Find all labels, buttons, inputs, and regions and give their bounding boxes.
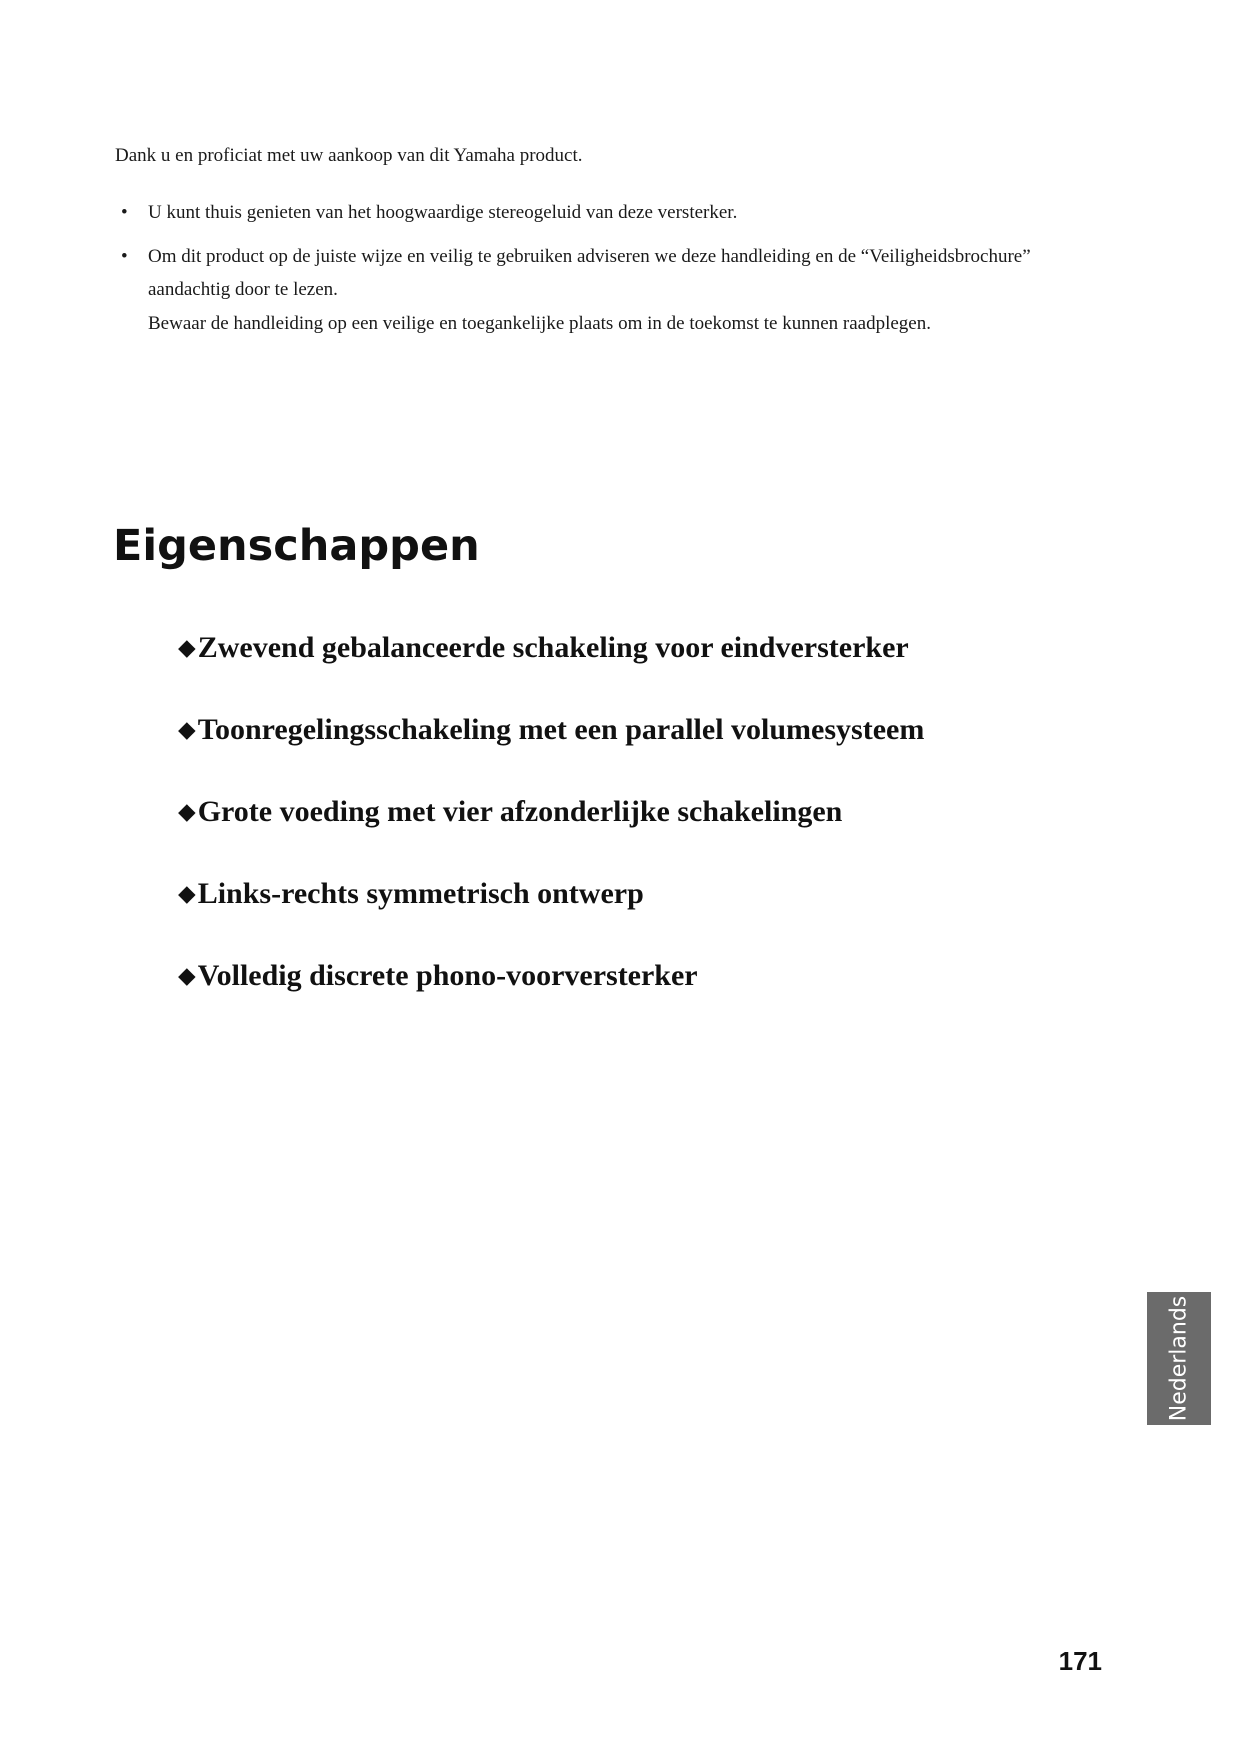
bullet-line: U kunt thuis genieten van het hoogwaardige stereogeluid van deze versterker. <box>148 202 738 223</box>
diamond-icon: ◆ <box>178 635 196 661</box>
bullet-line: Om dit product op de juiste wijze en veilig te gebruiken adviseren we deze handleiding en de “Veiligheidsbrochure” <box>148 245 1031 267</box>
bullet-line: aandachtig door te lezen. <box>148 279 338 300</box>
language-tab-label: Nederlands <box>1166 1295 1192 1422</box>
bullet-marker: • <box>121 202 128 223</box>
feature-text: Volledig discrete phono-voorversterker <box>197 959 698 992</box>
diamond-icon: ◆ <box>178 799 196 825</box>
feature-item <box>178 956 924 1038</box>
bullet-marker: • <box>121 245 128 267</box>
page-number: 171 <box>1058 1646 1102 1676</box>
feature-text: Zwevend gebalanceerde schakeling voor eindversterker <box>197 631 909 664</box>
bullet-item <box>115 196 1125 230</box>
feature-item <box>178 874 924 956</box>
language-tab <box>1147 1292 1211 1425</box>
bullet-item <box>115 240 1125 341</box>
intro-bullet-list <box>115 196 1125 350</box>
feature-item <box>178 628 924 710</box>
intro-text: Dank u en proficiat met uw aankoop van dit Yamaha product. <box>115 145 583 166</box>
diamond-icon: ◆ <box>178 963 196 989</box>
feature-item <box>178 792 924 874</box>
bullet-line: Bewaar de handleiding op een veilige en toegankelijke plaats om in de toekomst te kunnen raadplegen. <box>148 312 931 334</box>
section-heading: Eigenschappen <box>113 521 480 571</box>
feature-text: Toonregelingsschakeling met een parallel volumesysteem <box>197 713 925 746</box>
feature-item <box>178 710 924 792</box>
feature-text: Links-rechts symmetrisch ontwerp <box>197 877 644 910</box>
diamond-icon: ◆ <box>178 717 196 743</box>
diamond-icon: ◆ <box>178 881 196 907</box>
feature-text: Grote voeding met vier afzonderlijke schakelingen <box>197 795 843 828</box>
feature-list <box>178 628 924 1038</box>
